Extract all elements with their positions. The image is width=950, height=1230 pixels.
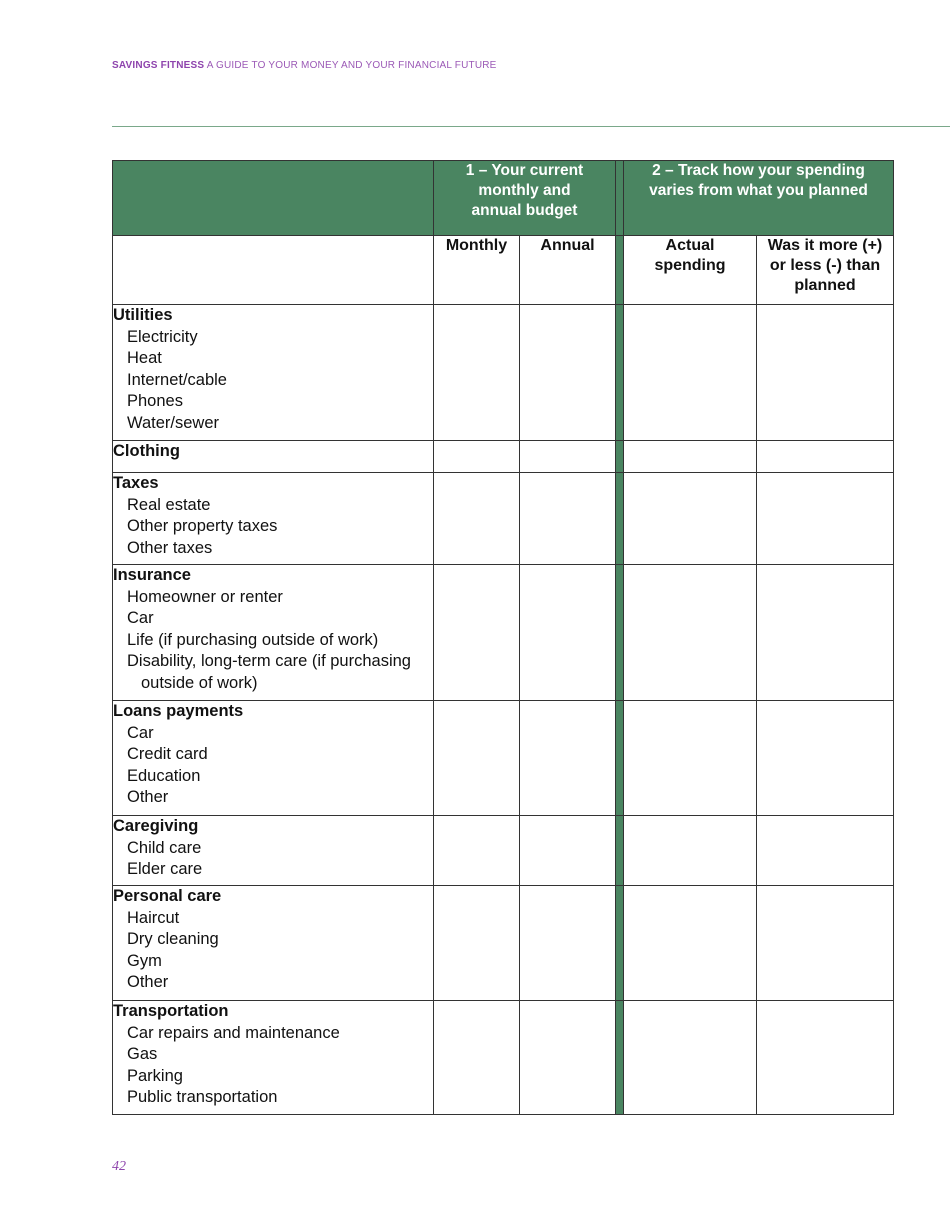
variance-cell[interactable] [757, 305, 894, 441]
annual-cell[interactable] [520, 886, 616, 1001]
actual-cell[interactable] [624, 1001, 757, 1115]
monthly-cell[interactable] [434, 816, 520, 886]
category-item: Credit card [127, 745, 208, 764]
running-head [112, 60, 497, 71]
category-item: Child care [127, 838, 202, 857]
page-number: 42 [112, 1159, 126, 1174]
header-rule [112, 126, 950, 127]
category-title: Loans payments [113, 702, 244, 720]
category-item: Parking [127, 1066, 183, 1085]
category-title: Insurance [113, 566, 191, 584]
category-title: Personal care [113, 887, 222, 905]
running-subtitle: A GUIDE TO YOUR MONEY AND YOUR FINANCIAL FUTURE [204, 60, 497, 71]
column-separator [616, 1001, 624, 1115]
monthly-cell[interactable] [434, 441, 520, 473]
category-title: Caregiving [113, 817, 199, 835]
column-separator [616, 701, 624, 816]
category-item: Electricity [127, 327, 198, 346]
annual-cell[interactable] [520, 701, 616, 816]
category-item: Gym [127, 951, 162, 970]
annual-cell[interactable] [520, 305, 616, 441]
variance-cell[interactable] [757, 1001, 894, 1115]
variance-header [757, 236, 894, 305]
category-item: Public transportation [127, 1088, 278, 1107]
actual-header-label: Actual spending [654, 237, 726, 274]
variance-cell[interactable] [757, 473, 894, 565]
category-item: Haircut [127, 908, 180, 927]
budget-table [112, 160, 894, 1115]
category-row [113, 816, 894, 886]
column-separator [616, 161, 624, 236]
budget-body [113, 305, 894, 1115]
column-separator [616, 305, 624, 441]
category-row [113, 305, 894, 441]
category-item: Car repairs and maintenance [127, 1023, 340, 1042]
group1-header-label: 1 – Your current monthly and annual budget [465, 162, 584, 219]
category-row [113, 701, 894, 816]
column-separator [616, 473, 624, 565]
category-cell [113, 886, 434, 1001]
variance-cell[interactable] [757, 565, 894, 701]
actual-cell[interactable] [624, 565, 757, 701]
actual-cell[interactable] [624, 305, 757, 441]
column-separator [616, 236, 624, 305]
monthly-cell[interactable] [434, 305, 520, 441]
monthly-cell[interactable] [434, 565, 520, 701]
category-cell [113, 1001, 434, 1115]
variance-cell[interactable] [757, 701, 894, 816]
actual-cell[interactable] [624, 701, 757, 816]
category-title: Transportation [113, 1002, 229, 1020]
annual-cell[interactable] [520, 473, 616, 565]
category-item: Homeowner or renter [127, 587, 283, 606]
category-title: Utilities [113, 306, 173, 324]
actual-cell[interactable] [624, 816, 757, 886]
category-cell [113, 305, 434, 441]
category-cell [113, 816, 434, 886]
category-title: Clothing [113, 442, 180, 460]
column-separator [616, 441, 624, 473]
monthly-cell[interactable] [434, 701, 520, 816]
category-item: Gas [127, 1045, 158, 1064]
monthly-cell[interactable] [434, 473, 520, 565]
monthly-header: Monthly [434, 236, 520, 305]
category-cell [113, 441, 434, 473]
actual-cell[interactable] [624, 473, 757, 565]
variance-cell[interactable] [757, 816, 894, 886]
category-item: Internet/cable [127, 370, 227, 389]
category-header-blank [113, 236, 434, 305]
category-item: Car [127, 723, 154, 742]
category-item: Other property taxes [127, 517, 278, 536]
category-row [113, 565, 894, 701]
category-item: Phones [127, 392, 183, 411]
category-row [113, 441, 894, 473]
annual-header: Annual [520, 236, 616, 305]
category-row [113, 1001, 894, 1115]
actual-header [624, 236, 757, 305]
group1-header [434, 161, 616, 236]
column-separator [616, 886, 624, 1001]
category-cell [113, 565, 434, 701]
variance-cell[interactable] [757, 886, 894, 1001]
category-item: Other [127, 788, 169, 807]
category-cell [113, 473, 434, 565]
category-cell [113, 701, 434, 816]
category-item: Education [127, 766, 201, 785]
annual-cell[interactable] [520, 565, 616, 701]
category-item: Other taxes [127, 538, 213, 557]
column-separator [616, 565, 624, 701]
category-item: Water/sewer [127, 413, 219, 432]
group2-header [624, 161, 894, 236]
category-item: Elder care [127, 860, 203, 879]
header-blank-cell [113, 161, 434, 236]
category-item: Dry cleaning [127, 930, 219, 949]
actual-cell[interactable] [624, 886, 757, 1001]
annual-cell[interactable] [520, 1001, 616, 1115]
category-item: Real estate [127, 495, 211, 514]
brand-title: SAVINGS FITNESS [112, 60, 205, 71]
variance-header-label: Was it more (+) or less (-) than planned [767, 237, 883, 294]
annual-cell[interactable] [520, 816, 616, 886]
monthly-cell[interactable] [434, 886, 520, 1001]
column-separator [616, 816, 624, 886]
category-item: Heat [127, 349, 162, 368]
category-item: Other [127, 973, 169, 992]
variance-cell[interactable] [757, 441, 894, 473]
annual-cell[interactable] [520, 441, 616, 473]
actual-cell[interactable] [624, 441, 757, 473]
category-item: Car [127, 609, 154, 628]
category-title: Taxes [113, 474, 159, 492]
group2-header-label: 2 – Track how your spending varies from what you planned [649, 162, 868, 199]
category-row [113, 886, 894, 1001]
monthly-cell[interactable] [434, 1001, 520, 1115]
category-item: Disability, long-term care (if purchasing outside of work) [127, 652, 411, 692]
category-row [113, 473, 894, 565]
category-item: Life (if purchasing outside of work) [127, 630, 379, 649]
